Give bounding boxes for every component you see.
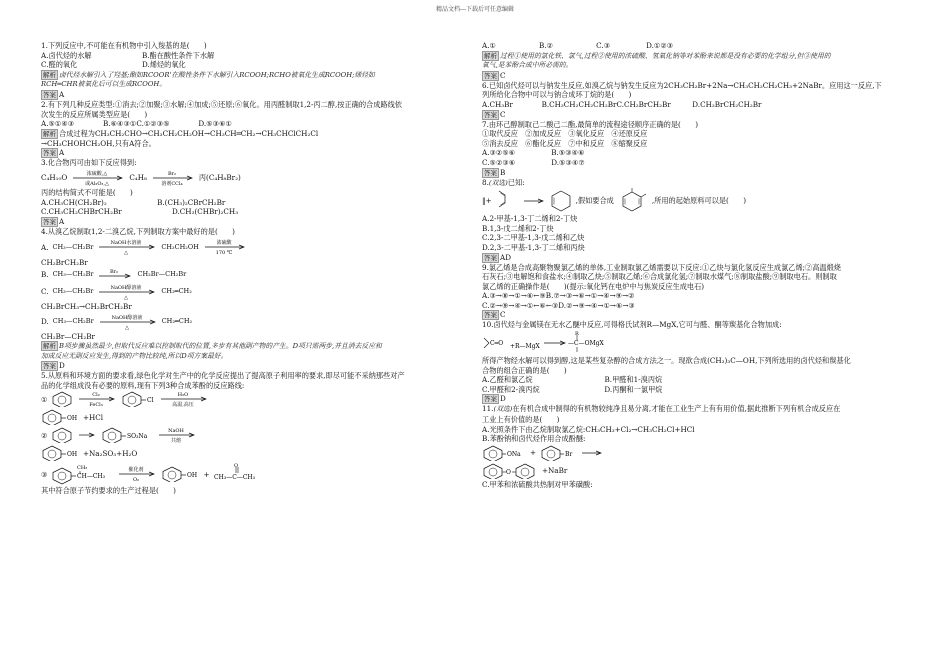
svg-text:FeCl₃: FeCl₃ (89, 402, 104, 408)
svg-text:ONa: ONa (507, 450, 521, 458)
q10-stem: 10.卤代烃与金属镁在无水乙醚中反应,可得格氏试剂R—MgX,它可与醛、酮等羰基化合物加成: (482, 320, 782, 330)
chlorobenzene-icon (121, 391, 155, 407)
q5-question: 其中符合原子节约要求的生产过程是( ) (41, 486, 176, 496)
q9-stem: 9.氯乙烯是合成高聚物聚氯乙烯的单体,工业制取氯乙烯需要以下反应:①乙炔与氯化氢反应生成氯乙烯;②高温煅烧 (482, 262, 841, 272)
q8-stem: 8.(双选)已知: (482, 177, 525, 187)
svg-text:或Al₂O₃,△: 或Al₂O₃,△ (85, 180, 110, 187)
svg-text:H₂O: H₂O (178, 392, 189, 399)
q2-options: A.⑤①④③ B.⑥④③①C.①②③⑤ D.⑤③⑥① (41, 119, 232, 129)
q5-route-1: ① Cl₂ FeCl₃ Cl H₂O 高温,高压 (41, 390, 461, 408)
phenol-icon (161, 466, 199, 482)
svg-text:催化剂: 催化剂 (128, 467, 144, 474)
q7-options-cd: C.⑤②③⑥ D.⑤③④⑦ (482, 157, 585, 167)
q4-option-a-end: CH₂BrCH₂Br (41, 258, 88, 268)
svg-text:浓硫酸,△: 浓硫酸,△ (87, 170, 108, 177)
q3-options-ab: A.CH₃CH(CH₂Br)₂ B.(CH₃)₂CBrCH₂Br (41, 197, 226, 207)
q5-stem-2: 品的化学组成没有必要的原料,现有下列3种合成苯酚的反应路线: (41, 380, 245, 390)
q4-option-b: B. CH₃—CH₂Br Br₂ CH₂Br—CH₂Br (41, 268, 461, 282)
q4-option-d-end: CH₂Br—CH₂Br (41, 331, 95, 341)
svg-text:CH₃: CH₃ (77, 465, 88, 472)
svg-text:C═O: C═O (490, 340, 504, 348)
q6-stem: 6.已知卤代烃可以与钠发生反应,如溴乙烷与钠发生反应为2CH₃CH₂Br+2Na→CH₃CH₂CH₂CH₃+2NaBr。应用这一反应,下 (482, 80, 882, 90)
q2-stem-2: 次发生的反应所属类型应是( ) (41, 109, 148, 119)
q4-option-d: D. CH₃—CH₂Br NaOH醇溶液 △ CH₂═CH₂ (41, 314, 193, 331)
q1-answer: 答案 A (43, 89, 65, 99)
q4-answer: 答案 D (43, 361, 65, 371)
q1-options-cd: C.醛的氧化 D.烯烃的氧化 (41, 60, 186, 70)
acetone-icon (213, 463, 263, 485)
cyclohexene-icon (550, 189, 572, 213)
q1-analysis: 解析 卤代烃水解引入了羟基;酯如RCOOR'在酸性条件下水解引入RCOOH;RCHO被氧化生成RCOOH;烯烃如 (43, 70, 375, 79)
bromobenzene-icon (540, 445, 576, 461)
svg-text:高温,高压: 高温,高压 (172, 402, 195, 408)
q6-options: A.CH₃Br B.CH₃CH₂CH₂CH₂BrC.CH₂BrCH₂Br D.CH₂BrCH₂CH₂Br (482, 99, 762, 109)
q11-option-b-figure-2: O +NaBr (482, 462, 902, 480)
target-cyclohexadiene-icon (618, 188, 648, 214)
svg-text:Br: Br (565, 450, 573, 458)
q10-text-1: 所得产物经水解可以得到醇,这是某些复杂醇的合成方法之一。现欲合成(CH₃)₃C—OH,下列所选用的卤代烃和羰基化 (482, 356, 851, 366)
q5-analysis-2: 氧气,是苯酚合成中所必需的。 (482, 61, 573, 70)
q3-stem: 3.化合物丙可由如下反应得到: (41, 158, 137, 168)
q6-answer: 答案 C (484, 109, 506, 119)
q6-stem-2: 列所给化合物中可以与钠合成环丁烷的是( ) (482, 90, 632, 100)
svg-text:Cl: Cl (147, 397, 154, 405)
phenol-icon (41, 445, 79, 461)
q8-option-a: A.2-甲基-1,3-丁二烯和2-丁炔 (482, 214, 578, 224)
svg-text:NaOH醇溶液: NaOH醇溶液 (111, 284, 142, 291)
left-column (41, 41, 461, 496)
svg-text:R: R (575, 331, 579, 338)
svg-text:OH: OH (67, 451, 78, 459)
reaction-arrow-icon (203, 238, 247, 256)
q4-option-c: C. CH₃—CH₂Br NaOH醇溶液 △ CH₂═CH₂ (41, 284, 192, 301)
svg-text:O: O (234, 463, 239, 470)
reaction-arrow-icon (77, 391, 117, 407)
q4-option-c-end: CH₂BrCH₃→CH₂BrCH₂Br (41, 301, 132, 311)
phenol-icon (41, 409, 79, 425)
q5-stem: 5.从原料和环境方面的要求看,绿色化学对生产中的化学反应提出了提高原子利用率的要求,即尽可能不采纳那些对产 (41, 371, 405, 381)
benzene-ring-icon (51, 427, 73, 443)
q11-stem-2: 工业上有价值的是( ) (482, 415, 560, 425)
q5-route-3: ③ CH—CH₃ CH₃ 催化剂 O₂ OH + CH₃—C—CH₃ O (41, 462, 461, 486)
q11-option-a: A.光照条件下由乙烷制取氯乙烷:CH₃CH₃+Cl₂→CH₃CH₂Cl+HCl (482, 424, 695, 434)
reaction-arrow-icon (159, 391, 209, 407)
q3-answer: 答案 A (43, 216, 65, 226)
svg-text:NaOH水溶液: NaOH水溶液 (110, 240, 142, 247)
reaction-arrow-icon (97, 238, 157, 256)
svg-text:OH: OH (67, 415, 78, 423)
svg-text:170 ℃: 170 ℃ (215, 250, 233, 257)
q4-analysis-2: 加成反应无副反应发生,得到的产物比较纯,所以D项方案最好。 (41, 351, 228, 360)
svg-text:NaOH醇溶液: NaOH醇溶液 (111, 314, 143, 321)
q5-analysis: 解析 过程①使用的氯化铁、氯气,过程②使用的浓硫酸、氢氧化钠等对苯酚来说都是没有必要的化学组分,但③使用的 (484, 51, 831, 60)
q7-answer: 答案 B (484, 167, 506, 177)
q5-options: A.① B.② C.③ D.①②③ (482, 41, 674, 50)
reaction-arrow-icon (151, 169, 195, 187)
q4-stem: 4.从溴乙烷制取1,2-二溴乙烷,下列制取方案中最好的是( ) (41, 226, 235, 236)
page-header: 精品文档---下载后可任意编辑 (435, 6, 515, 13)
svg-text:SO₃Na: SO₃Na (127, 433, 148, 441)
q5-answer: 答案 C (484, 70, 506, 80)
q10-text-2: 合物的组合正确的是( ) (482, 365, 567, 375)
svg-text:Cl₂: Cl₂ (92, 392, 101, 399)
right-column (482, 41, 902, 489)
q9-options-ab: A.③→⑧→①→⑥←⑨B.⑦→③→⑥→①→④→⑨→② (482, 291, 635, 301)
reaction-arrow-icon (71, 169, 125, 187)
svg-text:Br₂: Br₂ (110, 268, 119, 275)
q1-analysis-2: RCH═CHR被氧化后可以生成RCOOH。 (41, 80, 167, 89)
reaction-arrow-icon (157, 427, 197, 443)
q2-stem: 2.有下列几种反应类型:①消去;②加聚;③水解;④加成;⑤还原;⑥氧化。用丙醛制取1,2-丙二醇,按正确的合成路线依 (41, 99, 402, 109)
q10-equation (482, 330, 902, 356)
q7-stem: 7.由环己醇制取己二酸己二酯,最简单的流程途径顺序正确的是( ) (482, 119, 699, 129)
q10-options-cd: C.甲醛和2-溴丙烷 D.丙酮和一氯甲烷 (482, 384, 663, 394)
q8-option-d: D.2,3-二甲基-1,3-丁二烯和丙炔 (482, 242, 585, 252)
svg-text:NaOH: NaOH (168, 428, 185, 435)
q7-list-2: ⑤消去反应 ⑥酯化反应 ⑦中和反应 ⑧缩聚反应 (482, 138, 648, 148)
reaction-arrow-icon (522, 194, 546, 208)
q9-stem-2: 石灰石;③电解饱和食盐水;④制取乙炔;⑤制取乙烯;⑥合成氯化氢;⑦制取水煤气;⑧制取盐酸;⑨制取电石。则制取 (482, 272, 837, 282)
q3-equation: C₄H₁₀O 浓硫酸,△ 或Al₂O₃,△ C₄H₈ Br₂ 溶剂CCl₄ 丙(C₄H₈Br₂) (41, 170, 241, 187)
cumene-icon (51, 463, 113, 485)
svg-text:—C—OMgX: —C—OMgX (568, 340, 604, 348)
reaction-arrow-icon (117, 465, 157, 483)
q11-option-b-figure-1: ONa + Br (482, 444, 902, 462)
q7-options-ab: A.③②⑤⑥ B.⑤③④⑥ (482, 148, 585, 158)
q5-route-2-product: OH +Na₂SO₃+H₂O (41, 444, 461, 462)
svg-text:溶剂CCl₄: 溶剂CCl₄ (161, 180, 183, 187)
reaction-arrow-icon (98, 313, 158, 331)
svg-text:OH: OH (187, 472, 198, 480)
q11-option-c: C.甲苯和浓硫酸共热制对甲苯磺酸: (482, 479, 593, 489)
reaction-arrow-icon (580, 446, 604, 460)
svg-text:O₂: O₂ (133, 477, 140, 484)
q8-diels-alder-figure: ‖+ ,假如要合成 ,所用的起始原料可以是( ) (482, 188, 902, 214)
svg-text:CH₃—C—CH₃: CH₃—C—CH₃ (214, 474, 256, 482)
svg-text:△: △ (124, 294, 129, 301)
q8-answer: 答案 AD (484, 252, 511, 262)
sodium-benzenesulfonate-icon (101, 427, 153, 443)
grignard-equation-figure (482, 330, 632, 356)
benzene-ring-icon (51, 391, 73, 407)
svg-text:O: O (506, 468, 511, 476)
q9-answer: 答案 C (484, 310, 506, 320)
svg-text:CH—CH₃: CH—CH₃ (77, 473, 106, 481)
svg-text:浓硫酸: 浓硫酸 (216, 240, 232, 247)
q7-list-1: ①取代反应 ②加成反应 ③氧化反应 ④还原反应 (482, 129, 648, 139)
q9-options-cd: C.②→⑨→④→①←⑥←③D.②→⑨→④→①→⑥→③ (482, 300, 635, 310)
q10-answer: 答案 D (484, 394, 506, 404)
q4-option-a: A. CH₃—CH₂Br NaOH水溶液 △ CH₃CH₂OH 浓硫酸 170 ℃ (41, 236, 461, 258)
svg-text:共熔: 共熔 (171, 438, 182, 444)
q1-stem: 1.下列反应中,不可能在有机物中引入羧基的是( ) (41, 41, 207, 50)
reaction-arrow-icon (97, 268, 133, 282)
svg-text:Br₂: Br₂ (167, 170, 176, 177)
q5-route-2: ② SO₃Na NaOH 共熔 (41, 426, 461, 444)
q11-stem: 11.(双选)在有机合成中制得的有机物较纯净且易分离,才能在工业生产上有有用价值,据此推断下列有机合成反应在 (482, 404, 841, 414)
svg-text:△: △ (124, 250, 129, 257)
q1-options-ab: A.卤代烃的水解 B.酯在酸性条件下水解 (41, 50, 215, 60)
q11-option-b: B.苯酚钠和卤代烃作用合成酚醚: (482, 434, 586, 444)
svg-text:△: △ (124, 324, 129, 331)
q3-options-cd: C.CH₃CH₂CHBrCH₂Br D.CH₃(CHBr)₂CH₃ (41, 207, 239, 217)
diene-icon (496, 189, 518, 213)
svg-text:+R—MgX: +R—MgX (510, 343, 540, 351)
sodium-phenoxide-icon (482, 445, 526, 461)
q2-analysis-2: →CH₃CHOHCH₂OH,只有A符合。 (41, 138, 156, 148)
q9-stem-3: 氯乙烯的正确操作是( )(提示:氧化钙在电炉中与焦炭反应生成电石) (482, 281, 705, 291)
reaction-arrow-icon (77, 427, 97, 443)
q3-question: 丙的结构简式不可能是( ) (41, 187, 133, 197)
q2-answer: 答案 A (43, 148, 65, 158)
reaction-arrow-icon (97, 283, 157, 301)
q8-option-b: B.1,3-戊二烯和2-丁炔 (482, 223, 554, 233)
q4-analysis: 解析 B项步骤虽然最少,但取代反应难以控制取代的位置,多步有其他副产物的产生。D项只需两步,并且消去反应和 (43, 342, 382, 351)
q8-option-c: C.2,3-二甲基-1,3-戊二烯和乙炔 (482, 233, 585, 243)
q10-options-ab: A.乙醛和氯乙烷 B.甲醛和1-溴丙烷 (482, 375, 663, 385)
q2-analysis: 解析 合成过程为CH₃CH₂CHO→CH₃CH₂CH₂OH→CH₃CH═CH₂→CH₃CHClCH₂Cl (43, 128, 319, 138)
q5-route-1-product: OH +HCl (41, 408, 461, 426)
diphenyl-ether-icon (482, 463, 538, 479)
